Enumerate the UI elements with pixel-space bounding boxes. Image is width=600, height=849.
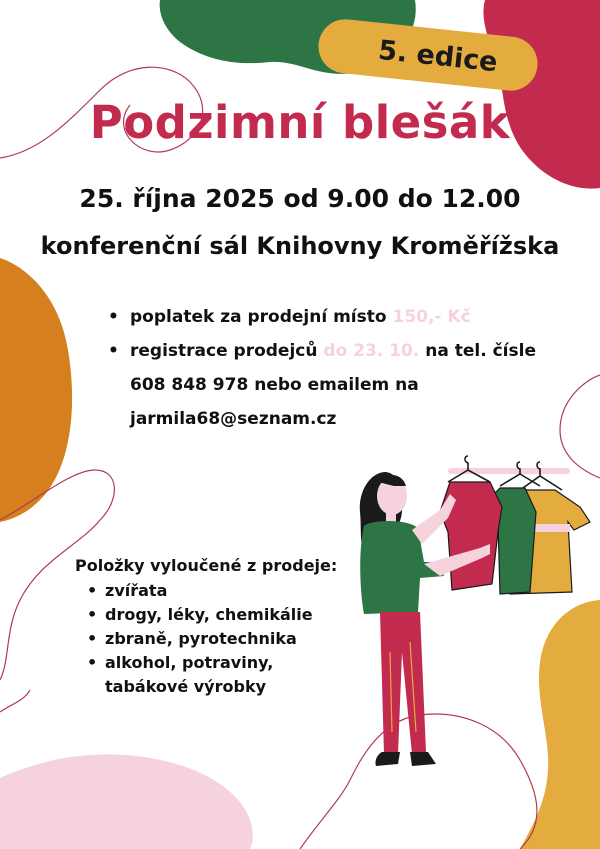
list-item bbox=[75, 651, 375, 675]
list-item-text: zvířata bbox=[105, 581, 168, 600]
list-item-text: zbraně, pyrotechnika bbox=[105, 629, 297, 648]
bullet-icon: • bbox=[87, 581, 98, 600]
thin-line-bottom2 bbox=[0, 690, 30, 712]
bullet-icon: • bbox=[87, 629, 98, 648]
list-item bbox=[75, 627, 375, 651]
registration-text-2: na tel. čísle bbox=[425, 341, 536, 361]
excluded-heading: Položky vyloučené z prodeje: bbox=[75, 556, 338, 575]
list-item-text: tabákové výrobky bbox=[105, 677, 267, 696]
shoe bbox=[375, 752, 400, 766]
red-pants bbox=[380, 612, 426, 754]
registration-phone-line: 608 848 978 nebo emailem na bbox=[130, 375, 419, 395]
event-date: 25. října 2025 od 9.00 do 12.00 bbox=[79, 184, 521, 213]
bullet-icon: • bbox=[108, 307, 119, 327]
fee-value: 150,- Kč bbox=[392, 307, 471, 327]
bullet-icon: • bbox=[87, 653, 98, 672]
pink-blob bbox=[0, 754, 253, 849]
registration-text: registrace prodejců bbox=[130, 341, 318, 361]
event-title: Podzimní blešák bbox=[89, 96, 511, 149]
bullet-icon: • bbox=[108, 341, 119, 361]
list-item-text: alkohol, potraviny, bbox=[105, 653, 274, 672]
edition-badge-text: 5. edice bbox=[376, 34, 500, 78]
hanger-icon bbox=[520, 462, 562, 490]
registration-email[interactable]: jarmila68@seznam.cz bbox=[130, 409, 337, 429]
list-item-continuation bbox=[75, 675, 375, 699]
list-item bbox=[75, 579, 375, 603]
info-fee bbox=[108, 300, 578, 334]
fee-text: poplatek za prodejní místo bbox=[130, 307, 387, 327]
info-registration bbox=[108, 334, 578, 368]
shoe bbox=[410, 752, 436, 766]
event-venue: konferenční sál Knihovny Kroměřížska bbox=[40, 232, 560, 260]
excluded-items bbox=[75, 553, 375, 699]
bullet-icon: • bbox=[87, 605, 98, 624]
woman-with-clothes-rack-illustration bbox=[340, 452, 600, 784]
excluded-list bbox=[75, 579, 375, 699]
info-list bbox=[108, 300, 578, 436]
red-blob bbox=[483, 0, 600, 189]
list-item-text: drogy, léky, chemikálie bbox=[105, 605, 313, 624]
registration-deadline: do 23. 10. bbox=[323, 341, 420, 361]
list-item bbox=[75, 603, 375, 627]
